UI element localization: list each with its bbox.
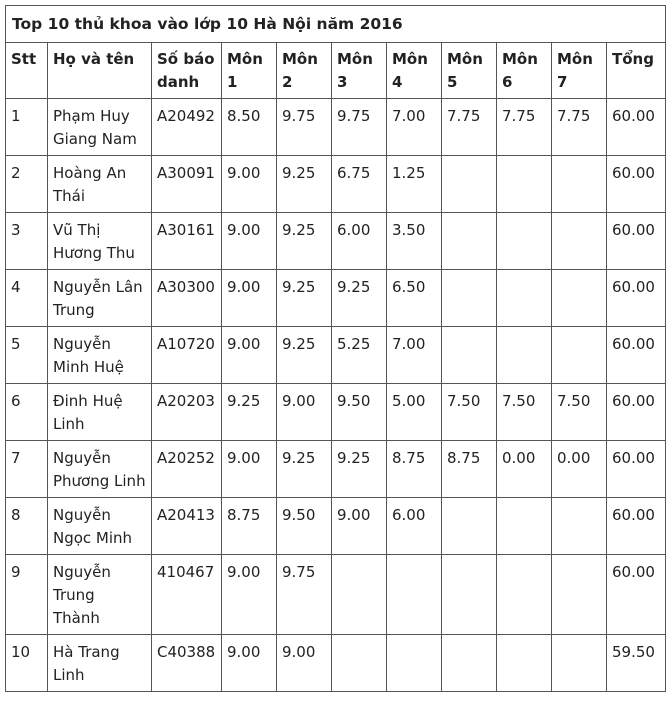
cell-subject-1: 9.00: [222, 635, 277, 692]
cell-stt: 6: [6, 384, 48, 441]
cell-candidate-number: A20492: [152, 99, 222, 156]
cell-candidate-number: A20203: [152, 384, 222, 441]
cell-subject-5: 7.75: [442, 99, 497, 156]
cell-subject-1: 9.25: [222, 384, 277, 441]
cell-subject-6: 7.50: [497, 384, 552, 441]
cell-subject-2: 9.75: [277, 99, 332, 156]
cell-subject-6: [497, 498, 552, 555]
cell-subject-5: [442, 156, 497, 213]
cell-candidate-number: C40388: [152, 635, 222, 692]
cell-stt: 4: [6, 270, 48, 327]
cell-subject-7: [552, 635, 607, 692]
cell-subject-1: 9.00: [222, 156, 277, 213]
header-name: Họ và tên: [48, 43, 152, 99]
cell-total: 59.50: [607, 635, 666, 692]
cell-subject-4: 3.50: [387, 213, 442, 270]
cell-subject-6: 7.75: [497, 99, 552, 156]
cell-stt: 1: [6, 99, 48, 156]
cell-subject-5: [442, 270, 497, 327]
cell-subject-7: 7.50: [552, 384, 607, 441]
table-row: [6, 384, 666, 441]
cell-name: Hà Trang Linh: [48, 635, 152, 692]
cell-name: Hoàng An Thái: [48, 156, 152, 213]
cell-subject-3: 6.00: [332, 213, 387, 270]
cell-subject-7: 0.00: [552, 441, 607, 498]
cell-subject-1: 9.00: [222, 327, 277, 384]
cell-subject-3: 9.00: [332, 498, 387, 555]
cell-name: Nguyễn Trung Thành: [48, 555, 152, 635]
cell-subject-4: 7.00: [387, 327, 442, 384]
cell-subject-2: 9.25: [277, 156, 332, 213]
cell-candidate-number: A20413: [152, 498, 222, 555]
cell-subject-2: 9.75: [277, 555, 332, 635]
cell-subject-4: 8.75: [387, 441, 442, 498]
header-subject-5: Môn 5: [442, 43, 497, 99]
cell-stt: 8: [6, 498, 48, 555]
cell-subject-4: [387, 635, 442, 692]
cell-subject-1: 9.00: [222, 213, 277, 270]
table-row: [6, 498, 666, 555]
cell-name: Nguyễn Minh Huệ: [48, 327, 152, 384]
cell-name: Đinh Huệ Linh: [48, 384, 152, 441]
cell-subject-7: [552, 498, 607, 555]
header-stt: Stt: [6, 43, 48, 99]
header-subject-2: Môn 2: [277, 43, 332, 99]
cell-name: Vũ Thị Hương Thu: [48, 213, 152, 270]
cell-name: Nguyễn Ngọc Minh: [48, 498, 152, 555]
cell-stt: 9: [6, 555, 48, 635]
table-row: [6, 270, 666, 327]
header-subject-4: Môn 4: [387, 43, 442, 99]
cell-subject-6: [497, 270, 552, 327]
cell-subject-6: 0.00: [497, 441, 552, 498]
cell-subject-3: 5.25: [332, 327, 387, 384]
cell-stt: 2: [6, 156, 48, 213]
cell-subject-3: [332, 555, 387, 635]
cell-subject-7: [552, 327, 607, 384]
cell-name: Phạm Huy Giang Nam: [48, 99, 152, 156]
results-table-container: [5, 5, 665, 692]
cell-subject-4: 6.00: [387, 498, 442, 555]
cell-subject-1: 9.00: [222, 441, 277, 498]
cell-subject-3: 6.75: [332, 156, 387, 213]
cell-subject-6: [497, 213, 552, 270]
cell-subject-2: 9.50: [277, 498, 332, 555]
cell-subject-3: [332, 635, 387, 692]
cell-subject-4: 6.50: [387, 270, 442, 327]
cell-subject-7: [552, 555, 607, 635]
cell-candidate-number: A10720: [152, 327, 222, 384]
cell-subject-4: 7.00: [387, 99, 442, 156]
cell-total: 60.00: [607, 156, 666, 213]
cell-subject-4: 1.25: [387, 156, 442, 213]
cell-stt: 5: [6, 327, 48, 384]
cell-subject-7: 7.75: [552, 99, 607, 156]
header-subject-1: Môn 1: [222, 43, 277, 99]
cell-total: 60.00: [607, 441, 666, 498]
table-caption-row: [6, 6, 666, 43]
cell-subject-6: [497, 327, 552, 384]
cell-total: 60.00: [607, 327, 666, 384]
cell-subject-7: [552, 213, 607, 270]
cell-subject-1: 9.00: [222, 270, 277, 327]
cell-subject-2: 9.25: [277, 213, 332, 270]
cell-subject-3: 9.75: [332, 99, 387, 156]
cell-total: 60.00: [607, 213, 666, 270]
header-row: [6, 43, 666, 99]
cell-subject-1: 9.00: [222, 555, 277, 635]
cell-candidate-number: A30161: [152, 213, 222, 270]
table-row: [6, 327, 666, 384]
cell-subject-5: [442, 498, 497, 555]
cell-stt: 7: [6, 441, 48, 498]
cell-name: Nguyễn Lân Trung: [48, 270, 152, 327]
cell-subject-3: 9.50: [332, 384, 387, 441]
table-title: Top 10 thủ khoa vào lớp 10 Hà Nội năm 2016: [6, 6, 666, 43]
header-subject-6: Môn 6: [497, 43, 552, 99]
table-row: [6, 555, 666, 635]
cell-candidate-number: A30091: [152, 156, 222, 213]
cell-total: 60.00: [607, 270, 666, 327]
cell-total: 60.00: [607, 555, 666, 635]
cell-candidate-number: A20252: [152, 441, 222, 498]
cell-subject-4: [387, 555, 442, 635]
table-row: [6, 213, 666, 270]
cell-candidate-number: A30300: [152, 270, 222, 327]
cell-subject-3: 9.25: [332, 441, 387, 498]
header-total: Tổng: [607, 43, 666, 99]
cell-subject-5: [442, 555, 497, 635]
cell-total: 60.00: [607, 384, 666, 441]
cell-subject-7: [552, 156, 607, 213]
cell-stt: 3: [6, 213, 48, 270]
cell-subject-2: 9.25: [277, 270, 332, 327]
cell-subject-5: [442, 635, 497, 692]
cell-subject-1: 8.50: [222, 99, 277, 156]
table-row: [6, 156, 666, 213]
table-row: [6, 441, 666, 498]
cell-subject-7: [552, 270, 607, 327]
cell-total: 60.00: [607, 99, 666, 156]
table-row: [6, 99, 666, 156]
cell-subject-2: 9.25: [277, 327, 332, 384]
cell-subject-1: 8.75: [222, 498, 277, 555]
cell-subject-2: 9.00: [277, 384, 332, 441]
cell-stt: 10: [6, 635, 48, 692]
cell-subject-4: 5.00: [387, 384, 442, 441]
cell-subject-5: [442, 213, 497, 270]
cell-candidate-number: 410467: [152, 555, 222, 635]
header-subject-7: Môn 7: [552, 43, 607, 99]
table-row: [6, 635, 666, 692]
cell-subject-5: [442, 327, 497, 384]
cell-subject-3: 9.25: [332, 270, 387, 327]
header-subject-3: Môn 3: [332, 43, 387, 99]
cell-subject-6: [497, 635, 552, 692]
cell-subject-5: 8.75: [442, 441, 497, 498]
cell-total: 60.00: [607, 498, 666, 555]
header-candidate-number: Số báo danh: [152, 43, 222, 99]
cell-subject-5: 7.50: [442, 384, 497, 441]
cell-subject-2: 9.25: [277, 441, 332, 498]
cell-subject-2: 9.00: [277, 635, 332, 692]
cell-subject-6: [497, 555, 552, 635]
cell-name: Nguyễn Phương Linh: [48, 441, 152, 498]
results-table: [5, 5, 666, 692]
cell-subject-6: [497, 156, 552, 213]
